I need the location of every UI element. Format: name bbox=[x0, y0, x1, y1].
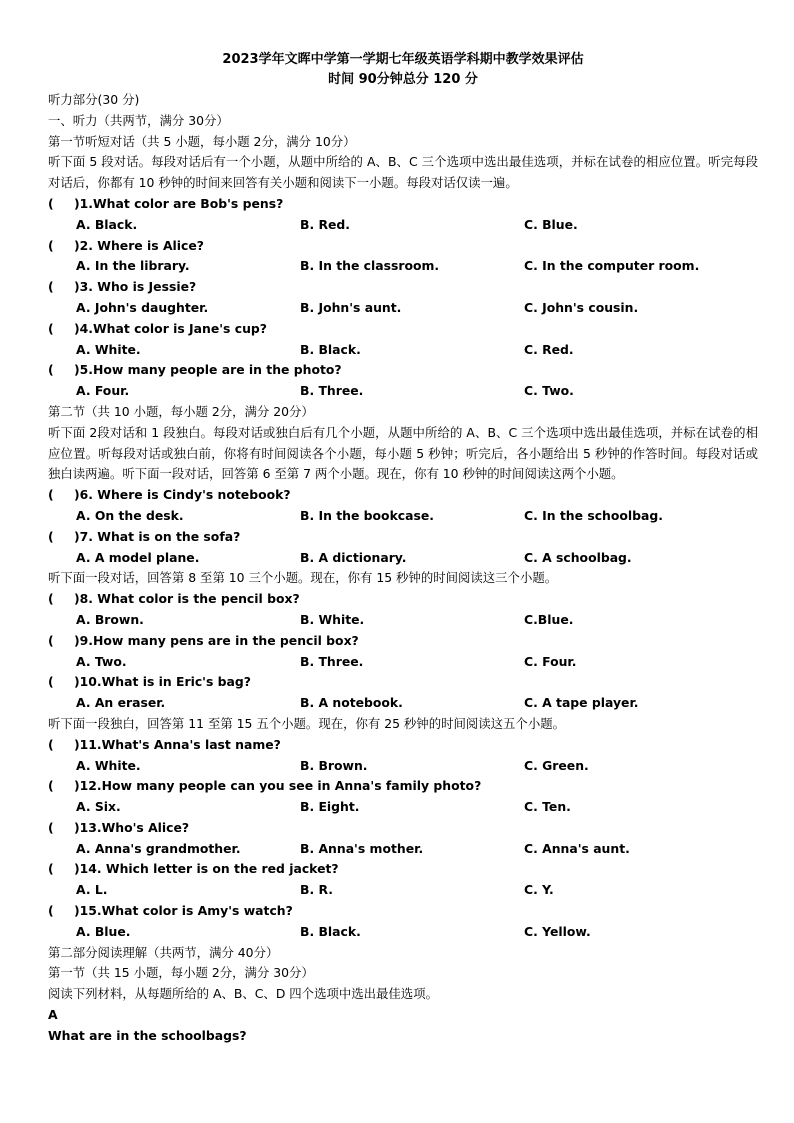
option-a: A. On the desk. bbox=[76, 507, 184, 523]
options-row bbox=[48, 340, 758, 361]
question-row bbox=[48, 319, 758, 340]
option-b: B. In the bookcase. bbox=[300, 507, 434, 523]
listening-section1-heading: 第一节听短对话（共 5 小题，每小题 2分，满分 10分） bbox=[48, 133, 356, 149]
option-b: B. Three. bbox=[300, 383, 364, 399]
question-row bbox=[48, 527, 758, 548]
question-text: )8. What color is the pencil box? bbox=[74, 591, 300, 607]
answer-blank[interactable]: ( bbox=[48, 903, 54, 919]
exam-title: 2023学年文晖中学第一学期七年级英语学科期中教学效果评估 bbox=[222, 52, 584, 67]
answer-blank[interactable]: ( bbox=[48, 778, 54, 794]
section2-group2 bbox=[48, 589, 758, 714]
options-row bbox=[48, 548, 758, 569]
passage-title: What are in the schoolbags? bbox=[48, 1027, 247, 1043]
option-b: B. Anna's mother. bbox=[300, 840, 424, 856]
question-row bbox=[48, 236, 758, 257]
exam-page bbox=[48, 50, 758, 1047]
options-row bbox=[48, 797, 758, 818]
option-c: C. Green. bbox=[524, 757, 589, 773]
question-row bbox=[48, 735, 758, 756]
question-text: )5.How many people are in the photo? bbox=[74, 362, 342, 378]
options-row bbox=[48, 381, 758, 402]
answer-blank[interactable]: ( bbox=[48, 591, 54, 607]
reading-section1-heading: 第一节（共 15 小题，每小题 2分，满分 30分） bbox=[48, 965, 314, 981]
option-c: C.Blue. bbox=[524, 611, 574, 627]
listening-section1-instructions: 听下面 5 段对话。每段对话后有一个小题，从题中所给的 A、B、C 三个选项中选出最佳选项，并标在试卷的相应位置。听完每段对话后，你都有 10 秒钟的时间来回答有关小题和阅读下一小题。每段对话仅读一遍。 bbox=[48, 154, 758, 191]
option-c: C. Y. bbox=[524, 882, 554, 898]
option-a: A. Two. bbox=[76, 653, 127, 669]
listening-part-label: 听力部分(30 分) bbox=[48, 92, 140, 107]
option-a: A. Black. bbox=[76, 216, 138, 232]
option-a: A. John's daughter. bbox=[76, 299, 209, 315]
option-a: A. Anna's grandmother. bbox=[76, 840, 241, 856]
options-row bbox=[48, 506, 758, 527]
option-a: A. Brown. bbox=[76, 611, 144, 627]
options-row bbox=[48, 839, 758, 860]
option-b: B. John's aunt. bbox=[300, 299, 402, 315]
option-a: A. Four. bbox=[76, 383, 130, 399]
question-text: )14. Which letter is on the red jacket? bbox=[74, 861, 339, 877]
question-text: )13.Who's Alice? bbox=[74, 819, 190, 835]
option-a: A. In the library. bbox=[76, 258, 190, 274]
reading-heading: 第二部分阅读理解（共两节，满分 40分） bbox=[48, 944, 279, 960]
answer-blank[interactable]: ( bbox=[48, 362, 54, 378]
reading-instructions: 阅读下列材料，从每题所给的 A、B、C、D 四个选项中选出最佳选项。 bbox=[48, 986, 438, 1002]
listening-section2-heading: 第二节（共 10 小题，每小题 2分，满分 20分） bbox=[48, 403, 314, 419]
question-row bbox=[48, 901, 758, 922]
question-row bbox=[48, 277, 758, 298]
answer-blank[interactable]: ( bbox=[48, 195, 54, 211]
option-b: B. Black. bbox=[300, 341, 361, 357]
option-a: A. Six. bbox=[76, 799, 121, 815]
option-c: C. In the schoolbag. bbox=[524, 507, 663, 523]
options-row bbox=[48, 693, 758, 714]
question-row bbox=[48, 485, 758, 506]
question-row bbox=[48, 818, 758, 839]
options-row bbox=[48, 880, 758, 901]
option-c: C. Anna's aunt. bbox=[524, 840, 630, 856]
option-b: B. Three. bbox=[300, 653, 364, 669]
answer-blank[interactable]: ( bbox=[48, 487, 54, 503]
answer-blank[interactable]: ( bbox=[48, 320, 54, 336]
answer-blank[interactable]: ( bbox=[48, 861, 54, 877]
option-c: C. A tape player. bbox=[524, 695, 639, 711]
option-c: C. Two. bbox=[524, 383, 574, 399]
listening-section2-instructions: 听下面 2段对话和 1 段独白。每段对话或独白后有几个小题，从题中所给的 A、B、C 三个选项中选出最佳选项，并标在试卷的相应位置。听每段对话或独白前，你将有时间阅读各个小题，每小题 5 秒钟；听完后，各小题给出 5 秒钟的作答时间。每段对话或独白读两遍。听下面一段对话，回答第 6 至第 7 两个小题。现在，你有 10 秒钟的时间阅读这两个小题。 bbox=[48, 424, 758, 482]
option-c: C. In the computer room. bbox=[524, 258, 700, 274]
question-text: )15.What color is Amy's watch? bbox=[74, 903, 293, 919]
options-row bbox=[48, 652, 758, 673]
option-b: B. Red. bbox=[300, 216, 350, 232]
option-c: C. Blue. bbox=[524, 216, 578, 232]
option-c: C. Ten. bbox=[524, 799, 571, 815]
answer-blank[interactable]: ( bbox=[48, 528, 54, 544]
options-row bbox=[48, 922, 758, 943]
question-row bbox=[48, 194, 758, 215]
option-a: A. White. bbox=[76, 757, 141, 773]
question-row bbox=[48, 776, 758, 797]
option-b: B. A notebook. bbox=[300, 695, 403, 711]
answer-blank[interactable]: ( bbox=[48, 819, 54, 835]
question-text: )1.What color are Bob's pens? bbox=[74, 195, 284, 211]
question-text: )4.What color is Jane's cup? bbox=[74, 320, 267, 336]
answer-blank[interactable]: ( bbox=[48, 279, 54, 295]
option-b: B. A dictionary. bbox=[300, 549, 407, 565]
question-row bbox=[48, 360, 758, 381]
option-c: C. A schoolbag. bbox=[524, 549, 632, 565]
section2-group1 bbox=[48, 485, 758, 568]
question-row bbox=[48, 631, 758, 652]
exam-subtitle: 时间 90分钟总分 120 分 bbox=[328, 72, 478, 87]
options-row bbox=[48, 215, 758, 236]
options-row bbox=[48, 256, 758, 277]
question-text: )9.How many pens are in the pencil box? bbox=[74, 632, 359, 648]
option-c: C. John's cousin. bbox=[524, 299, 639, 315]
question-row bbox=[48, 589, 758, 610]
option-b: B. In the classroom. bbox=[300, 258, 440, 274]
question-row bbox=[48, 672, 758, 693]
option-a: A. Blue. bbox=[76, 923, 131, 939]
answer-blank[interactable]: ( bbox=[48, 674, 54, 690]
options-row bbox=[48, 756, 758, 777]
option-a: A. An eraser. bbox=[76, 695, 166, 711]
option-a: A. A model plane. bbox=[76, 549, 200, 565]
question-text: )2. Where is Alice? bbox=[74, 237, 204, 253]
question-text: )11.What's Anna's last name? bbox=[74, 736, 281, 752]
option-b: B. Brown. bbox=[300, 757, 368, 773]
question-text: )7. What is on the sofa? bbox=[74, 528, 241, 544]
section1-questions bbox=[48, 194, 758, 402]
question-text: )12.How many people can you see in Anna's family photo? bbox=[74, 778, 482, 794]
option-c: C. Four. bbox=[524, 653, 577, 669]
option-b: B. R. bbox=[300, 882, 333, 898]
options-row bbox=[48, 298, 758, 319]
passage-label: A bbox=[48, 1007, 58, 1023]
option-b: B. White. bbox=[300, 611, 365, 627]
question-text: )6. Where is Cindy's notebook? bbox=[74, 487, 291, 503]
answer-blank[interactable]: ( bbox=[48, 237, 54, 253]
answer-blank[interactable]: ( bbox=[48, 632, 54, 648]
question-text: )10.What is in Eric's bag? bbox=[74, 674, 251, 690]
option-b: B. Eight. bbox=[300, 799, 360, 815]
option-a: A. White. bbox=[76, 341, 141, 357]
options-row bbox=[48, 610, 758, 631]
option-c: C. Red. bbox=[524, 341, 574, 357]
option-c: C. Yellow. bbox=[524, 923, 591, 939]
section2-group3 bbox=[48, 735, 758, 943]
question-row bbox=[48, 859, 758, 880]
option-b: B. Black. bbox=[300, 923, 361, 939]
question-text: )3. Who is Jessie? bbox=[74, 279, 197, 295]
section2-intro3: 听下面一段独白，回答第 11 至第 15 五个小题。现在，你有 25 秒钟的时间阅读这五个小题。 bbox=[48, 715, 565, 731]
section2-intro2: 听下面一段对话，回答第 8 至第 10 三个小题。现在，你有 15 秒钟的时间阅读这三个小题。 bbox=[48, 570, 558, 586]
option-a: A. L. bbox=[76, 882, 108, 898]
answer-blank[interactable]: ( bbox=[48, 736, 54, 752]
listening-heading: 一、听力（共两节，满分 30分） bbox=[48, 112, 229, 128]
